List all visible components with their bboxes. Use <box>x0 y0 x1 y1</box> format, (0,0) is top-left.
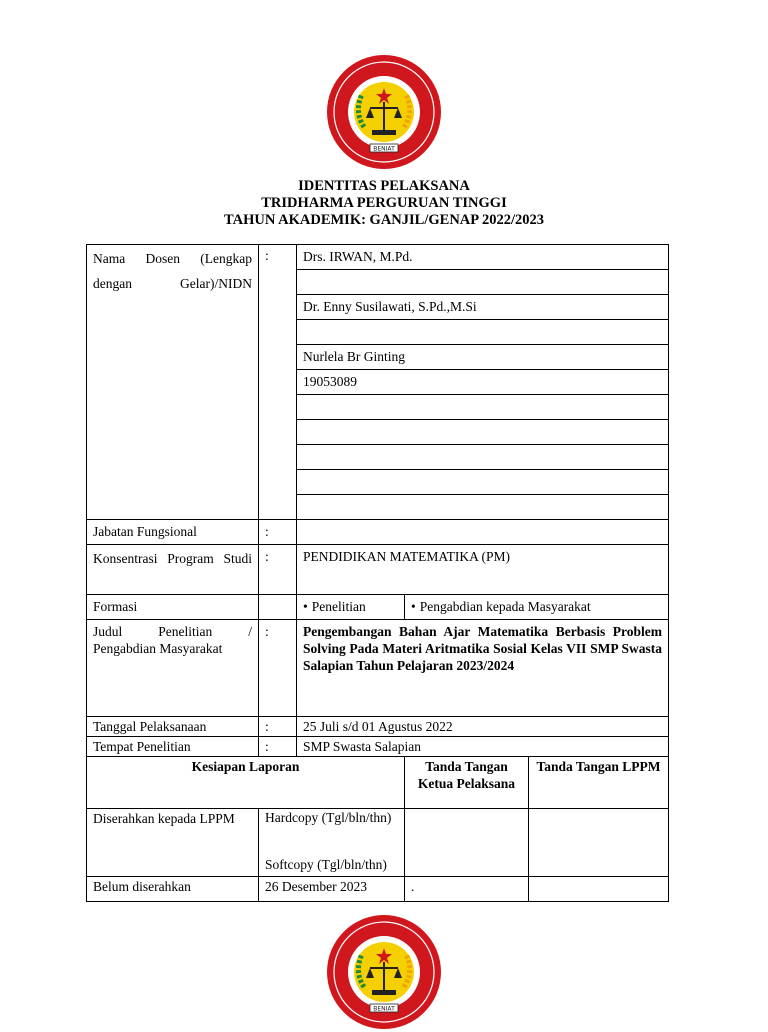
judul-colon: : <box>259 620 297 717</box>
diserahkan-ttd-ketua <box>405 809 529 877</box>
bullet-icon <box>411 599 420 614</box>
kesiapan-laporan-header: Kesiapan Laporan <box>87 757 405 809</box>
hardcopy-date: Hardcopy (Tgl/bln/thn) <box>265 810 392 825</box>
nama-value-6: 19053089 <box>297 370 669 395</box>
tanggal-colon: : <box>259 717 297 737</box>
header-line-1: IDENTITAS PELAKSANA <box>298 178 470 194</box>
konsentrasi-label <box>87 545 259 595</box>
logo-motto-bottom: BENIAT <box>373 1005 395 1013</box>
jabatan-colon: : <box>259 520 297 545</box>
diserahkan-label <box>87 809 259 877</box>
formasi-option-pengabdian-text: Pengabdian kepada Masyarakat <box>419 599 591 614</box>
nama-value-11 <box>297 495 669 520</box>
institution-logo <box>324 52 444 172</box>
belum-mark: . <box>405 877 529 902</box>
formasi-option-penelitian <box>297 595 405 620</box>
softcopy-date: Softcopy (Tgl/bln/thn) <box>265 857 387 872</box>
jabatan-value <box>297 520 669 545</box>
tempat-value: SMP Swasta Salapian <box>297 737 669 757</box>
identity-form-table <box>86 244 669 902</box>
document-header <box>0 178 768 229</box>
formasi-option-penelitian-text: Penelitian <box>311 599 366 614</box>
nama-dosen-label <box>87 245 259 520</box>
diserahkan-dates <box>259 809 405 877</box>
nama-value-9 <box>297 445 669 470</box>
tempat-colon: : <box>259 737 297 757</box>
nama-value-5: Nurlela Br Ginting <box>297 345 669 370</box>
diserahkan-ttd-lppm <box>529 809 669 877</box>
judul-value <box>297 620 669 717</box>
nama-value-2 <box>297 270 669 295</box>
nama-value-1: Drs. IRWAN, M.Pd. <box>297 245 669 270</box>
institution-logo-bottom <box>324 912 444 1032</box>
konsentrasi-value: PENDIDIKAN MATEMATIKA (PM) <box>297 545 669 595</box>
nama-colon: : <box>259 245 297 520</box>
konsentrasi-colon: : <box>259 545 297 595</box>
header-line-2: TRIDHARMA PERGURUAN TINGGI <box>261 195 507 211</box>
judul-value-text: Pengembangan Bahan Ajar Matematika Berbasis Problem Solving Pada Materi Aritmatika Sosial Kelas VII SMP Swasta Salapian Tahun Pelajaran 2023/2024 <box>303 624 663 673</box>
header-line-3: TAHUN AKADEMIK: GANJIL/GENAP 2022/2023 <box>224 212 544 228</box>
belum-ttd-lppm <box>529 877 669 902</box>
nama-value-7 <box>297 395 669 420</box>
nama-value-4 <box>297 320 669 345</box>
spacer <box>265 826 398 856</box>
konsentrasi-label-text: Konsentrasi Program Studi <box>93 551 252 566</box>
formasi-colon <box>259 595 297 620</box>
bullet-icon <box>303 599 312 614</box>
belum-value: 26 Desember 2023 <box>259 877 405 902</box>
nama-value-10 <box>297 470 669 495</box>
formasi-label: Formasi <box>87 595 259 620</box>
tanggal-label: Tanggal Pelaksanaan <box>87 717 259 737</box>
tempat-label: Tempat Penelitian <box>87 737 259 757</box>
formasi-option-pengabdian <box>405 595 669 620</box>
diserahkan-label-text: Diserahkan kepada LPPM <box>93 811 235 826</box>
ttd-ketua-header: Tanda Tangan Ketua Pelaksana <box>405 757 529 809</box>
ttd-lppm-header: Tanda Tangan LPPM <box>529 757 669 809</box>
tanggal-value: 25 Juli s/d 01 Agustus 2022 <box>297 717 669 737</box>
judul-label-text: Judul Penelitian / Pengabdian Masyarakat <box>93 624 252 656</box>
nama-value-8 <box>297 420 669 445</box>
judul-label <box>87 620 259 717</box>
nama-value-3: Dr. Enny Susilawati, S.Pd.,M.Si <box>297 295 669 320</box>
belum-label: Belum diserahkan <box>87 877 259 902</box>
nama-dosen-label-text: Nama Dosen (Lengkap dengan Gelar)/NIDN <box>93 251 252 291</box>
jabatan-label: Jabatan Fungsional <box>87 520 259 545</box>
logo-motto: BENIAT <box>373 145 395 153</box>
